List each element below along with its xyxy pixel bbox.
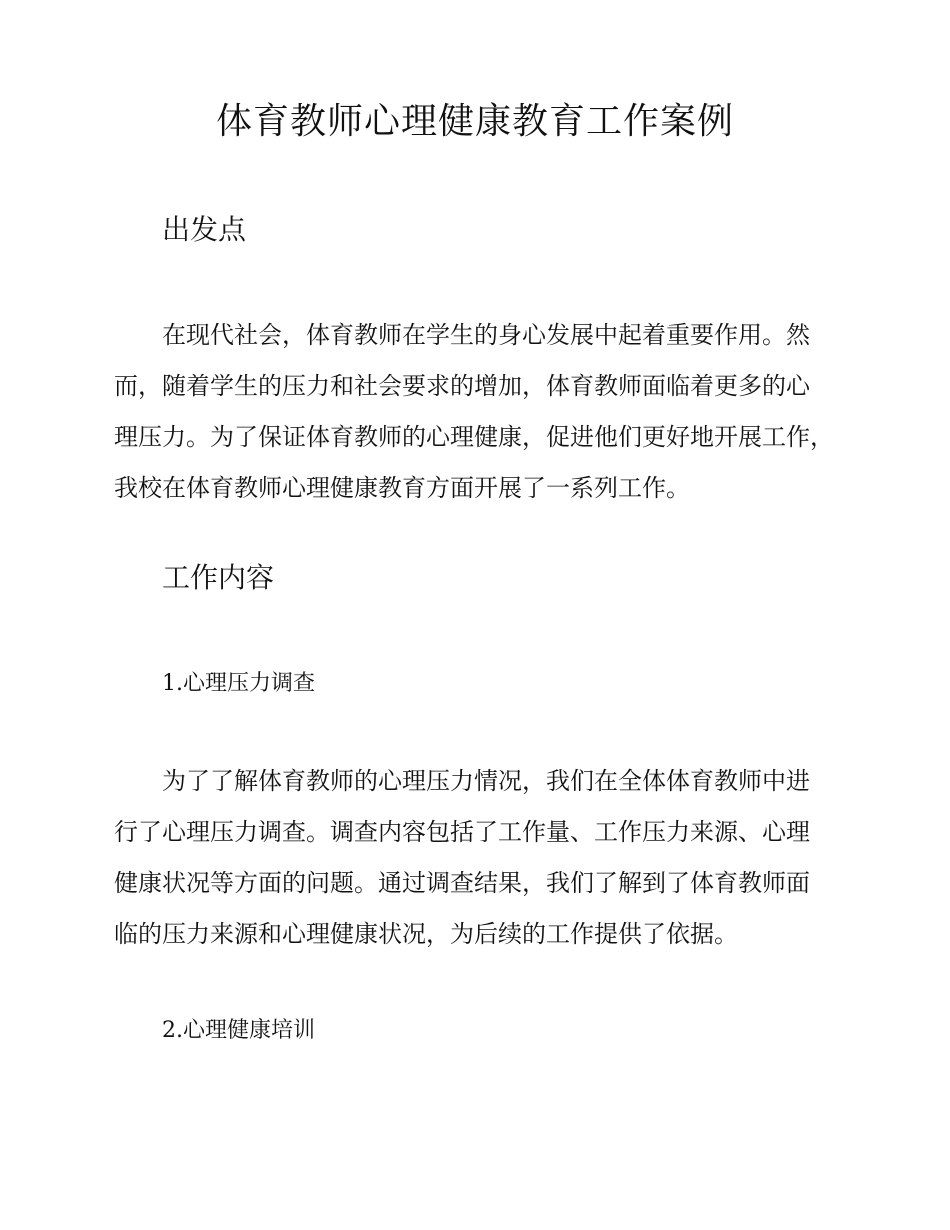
paragraph-line: 理压力。为了保证体育教师的心理健康，促进他们更好地开展工作， bbox=[114, 423, 834, 451]
paragraph-line: 而，随着学生的压力和社会要求的增加，体育教师面临着更多的心 bbox=[114, 372, 810, 400]
subheading-stress-survey: 1.心理压力调查 bbox=[162, 671, 315, 696]
section-heading-starting-point: 出发点 bbox=[162, 213, 247, 246]
paragraph-line: 为了了解体育教师的心理压力情况，我们在全体体育教师中进 bbox=[162, 767, 810, 795]
document-title: 体育教师心理健康教育工作案例 bbox=[215, 101, 734, 142]
section-heading-work-content: 工作内容 bbox=[162, 561, 275, 594]
subheading-mental-health-training: 2.心理健康培训 bbox=[162, 1018, 315, 1043]
paragraph-line: 我校在体育教师心理健康教育方面开展了一系列工作。 bbox=[114, 474, 690, 502]
paragraph-line: 在现代社会，体育教师在学生的身心发展中起着重要作用。然 bbox=[162, 321, 810, 349]
paragraph-line: 健康状况等方面的问题。通过调查结果，我们了解到了体育教师面 bbox=[114, 869, 810, 897]
paragraph-line: 临的压力来源和心理健康状况，为后续的工作提供了依据。 bbox=[114, 920, 738, 948]
starting-point-paragraph bbox=[114, 310, 854, 514]
paragraph-line: 行了心理压力调查。调查内容包括了工作量、工作压力来源、心理 bbox=[114, 818, 810, 846]
stress-survey-paragraph bbox=[114, 756, 854, 960]
